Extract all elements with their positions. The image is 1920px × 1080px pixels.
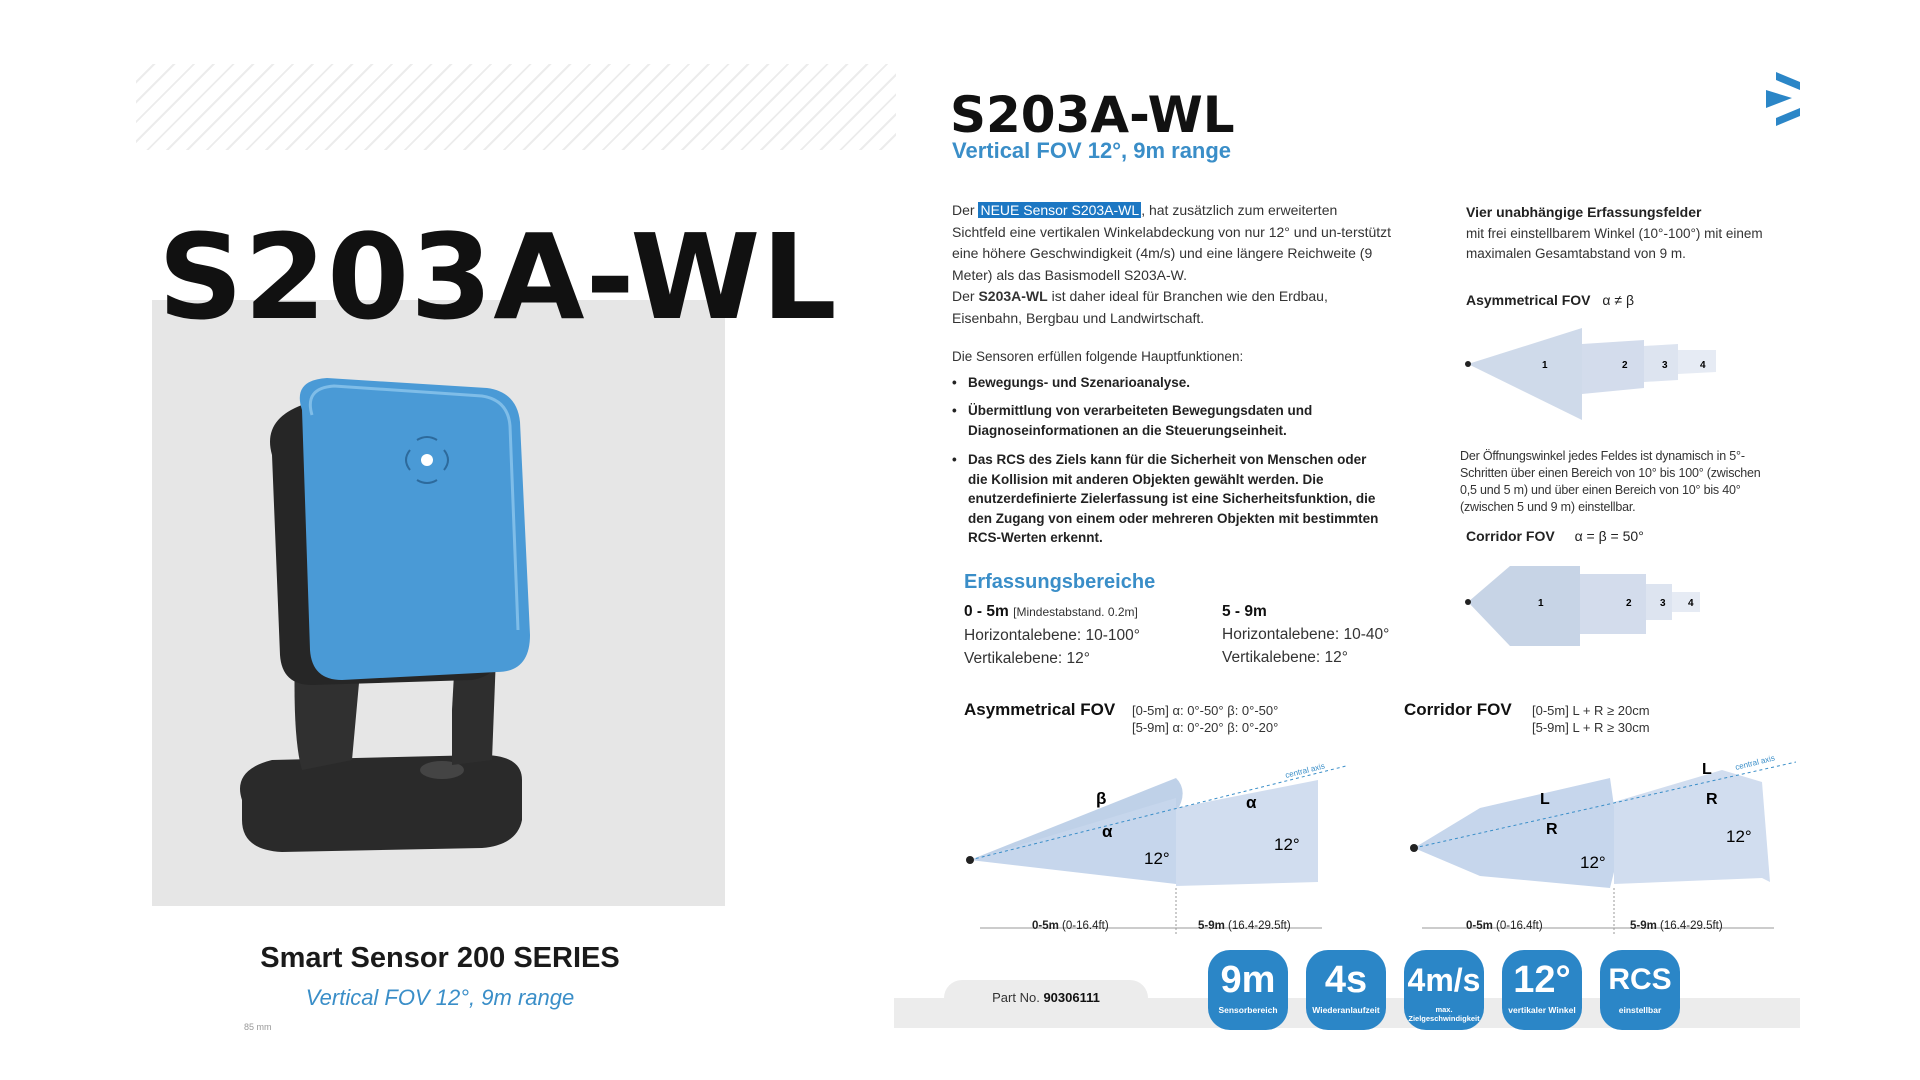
asym-heading <box>1466 292 1634 308</box>
dimension-near <box>1466 920 1543 932</box>
badge-label: Sensorbereich <box>1218 1005 1278 1015</box>
dimension-far <box>1198 920 1291 932</box>
left-distance-label: L <box>1702 761 1712 778</box>
dim-near-bold: 0-5m <box>1032 920 1059 932</box>
dim-far-bold: 5-9m <box>1198 920 1225 932</box>
angle-text: Der Öffnungswinkel jedes Feldes ist dynamisch in 5°-Schritten über einen Bereich von 10° bis 100° (zwischen 0,5 und 5 m) und über einen Bereich von 10° bis 40° (zwischen 5 und 9 m) einstellbar. <box>1460 449 1761 514</box>
ideal-rest: ist daher ideal für Branchen wie den Erdbau, Eisenbahn, Bergbau und Landwirtschaft. <box>952 288 1328 326</box>
hatch-pattern <box>136 64 896 150</box>
right-distance-label: R <box>1706 791 1718 808</box>
right-distance-label: R <box>1546 821 1558 838</box>
vertical-angle-label: 12° <box>1274 835 1300 854</box>
dimension-near <box>1032 920 1109 932</box>
central-axis-label: central axis <box>1734 753 1776 772</box>
central-axis-label: central axis <box>1284 761 1326 780</box>
functions-intro: Die Sensoren erfüllen folgende Hauptfunktionen: <box>952 349 1244 364</box>
beta-label: β <box>1096 789 1107 808</box>
ideal-prefix: Der <box>952 288 979 304</box>
series-subtitle: Vertical FOV 12°, 9m range <box>305 985 575 1010</box>
badge-value: 4s <box>1324 959 1368 1001</box>
intro-highlight: NEUE Sensor S203A-WL <box>980 202 1140 218</box>
badge-value: 4m/s <box>1407 962 1481 998</box>
bullet-item: • Bewegungs- und Szenarioanalyse. <box>952 373 1388 393</box>
spec-badge-restart <box>1306 950 1386 1030</box>
dim-far-text: (16.4-29.5ft) <box>1224 920 1291 932</box>
field-number: 2 <box>1626 598 1632 609</box>
badge-value: RCS <box>1608 963 1672 996</box>
part-number <box>944 980 1148 1016</box>
part-value: 90306111 <box>1043 990 1100 1005</box>
corridor-formula: α = β = 50° <box>1574 528 1644 544</box>
spec-badge-range <box>1208 950 1288 1030</box>
field-number: 4 <box>1688 598 1694 609</box>
asym-diagram-label: Asymmetrical FOV <box>964 700 1116 719</box>
part-label: Part No. <box>992 990 1044 1005</box>
fields-heading: Vier unabhängige Erfassungsfelder <box>1466 204 1702 220</box>
asymmetrical-fov-diagram <box>956 748 1346 940</box>
range-column-near <box>964 600 1140 670</box>
alpha-label: α <box>1246 793 1257 812</box>
brand-logo-icon <box>1766 68 1800 130</box>
range-near-vertical: Vertikalebene: 12° <box>964 650 1090 667</box>
intro-paragraph <box>952 200 1392 329</box>
corridor-heading <box>1466 528 1644 544</box>
intro-prefix: Der <box>952 202 979 218</box>
dimension-far <box>1630 920 1723 932</box>
badge-value: 12° <box>1513 959 1571 1001</box>
badge-label: einstellbar <box>1618 1005 1662 1015</box>
badge-label: Wiederanlaufzeit <box>1312 1005 1380 1015</box>
range-column-far <box>1222 600 1389 669</box>
asym-diagram-spec-1: [0-5m] α: 0°-50° β: 0°-50° <box>1132 703 1279 718</box>
badge-label: vertikaler Winkel <box>1508 1005 1576 1015</box>
ranges-heading: Erfassungsbereiche <box>964 571 1156 593</box>
field-number: 3 <box>1660 598 1666 609</box>
corridor-diagram-label: Corridor FOV <box>1404 700 1512 719</box>
asymmetric-fields-diagram <box>1460 322 1760 440</box>
corridor-diagram-spec-2: [5-9m] L + R ≥ 30cm <box>1532 720 1650 735</box>
range-far-horizontal: Horizontalebene: 10-40° <box>1222 626 1390 643</box>
spec-badge-rcs <box>1600 950 1680 1030</box>
bullet-item: • Das RCS des Ziels kann für die Sicherheit von Menschen oder die Kollision mit anderen Objekten gewählt werden. Die enutzerdefinierte Zielerfassung ist eine Sicherheitsfunktion, die den Zugang von einem oder mehreren Objekten mit bestimmten RCS-Werten erkennt. <box>952 450 1388 548</box>
field-number: 3 <box>1662 360 1668 371</box>
dim-near-bold: 0-5m <box>1466 920 1493 932</box>
corridor-fov-diagram <box>1400 748 1796 940</box>
vertical-angle-label: 12° <box>1726 827 1752 846</box>
field-number: 1 <box>1538 598 1544 609</box>
range-near-label: 0 - 5m <box>964 603 1009 620</box>
range-far-vertical: Vertikalebene: 12° <box>1222 649 1348 666</box>
ideal-bold: S203A-WL <box>978 288 1048 304</box>
alpha-label: α <box>1102 822 1113 841</box>
spec-badge-speed <box>1404 950 1484 1030</box>
vertical-angle-label: 12° <box>1144 849 1170 868</box>
page-subtitle: Vertical FOV 12°, 9m range <box>952 138 1232 163</box>
spec-badge-angle <box>1502 950 1582 1030</box>
range-near-note: [Mindestabstand. 0.2m] <box>1013 605 1138 619</box>
corridor-diagram-spec-1: [0-5m] L + R ≥ 20cm <box>1532 703 1650 718</box>
dim-near-text: (0-16.4ft) <box>1492 920 1543 932</box>
cropped-dimension-text: 85 mm <box>244 1022 272 1032</box>
corridor-fields-diagram <box>1460 556 1760 656</box>
field-number: 4 <box>1700 360 1706 371</box>
corridor-label: Corridor FOV <box>1466 528 1555 544</box>
series-title: Smart Sensor 200 SERIES <box>260 942 620 974</box>
dim-far-bold: 5-9m <box>1630 920 1657 932</box>
bullet-item: • Übermittlung von verarbeiteten Bewegungsdaten und Diagnoseinformationen an die Steuerungseinheit. <box>952 401 1388 440</box>
field-number: 2 <box>1622 360 1628 371</box>
vertical-angle-label: 12° <box>1580 853 1606 872</box>
dim-near-text: (0-16.4ft) <box>1058 920 1109 932</box>
range-near-horizontal: Horizontalebene: 10-100° <box>964 627 1140 644</box>
dim-far-text: (16.4-29.5ft) <box>1656 920 1723 932</box>
asym-formula: α ≠ β <box>1602 292 1634 308</box>
left-distance-label: L <box>1540 791 1550 808</box>
asym-label: Asymmetrical FOV <box>1466 292 1591 308</box>
fields-text: mit frei einstellbarem Winkel (10°-100°) mit einem maximalen Gesamtabstand von 9 m. <box>1466 226 1763 261</box>
product-title: S203A-WL <box>158 208 838 346</box>
range-far-label: 5 - 9m <box>1222 603 1267 620</box>
field-number: 1 <box>1542 360 1548 371</box>
badge-label: max. Zielgeschwindigkeit <box>1408 1005 1480 1023</box>
sensor-product-image <box>152 300 725 906</box>
intro-rest: , hat zusätzlich zum erweiterten Sichtfeld eine vertikalen Winkelabdeckung von nur 12° und un-terstützt eine höhere Geschwindigkeit (4m/s) und eine längere Reichweite (9 Meter) als das Basismodell S203A-W. <box>952 202 1392 283</box>
badge-value: 9m <box>1220 959 1276 1001</box>
page-title: S203A-WL <box>950 86 1235 144</box>
asym-diagram-spec-2: [5-9m] α: 0°-20° β: 0°-20° <box>1132 720 1279 735</box>
